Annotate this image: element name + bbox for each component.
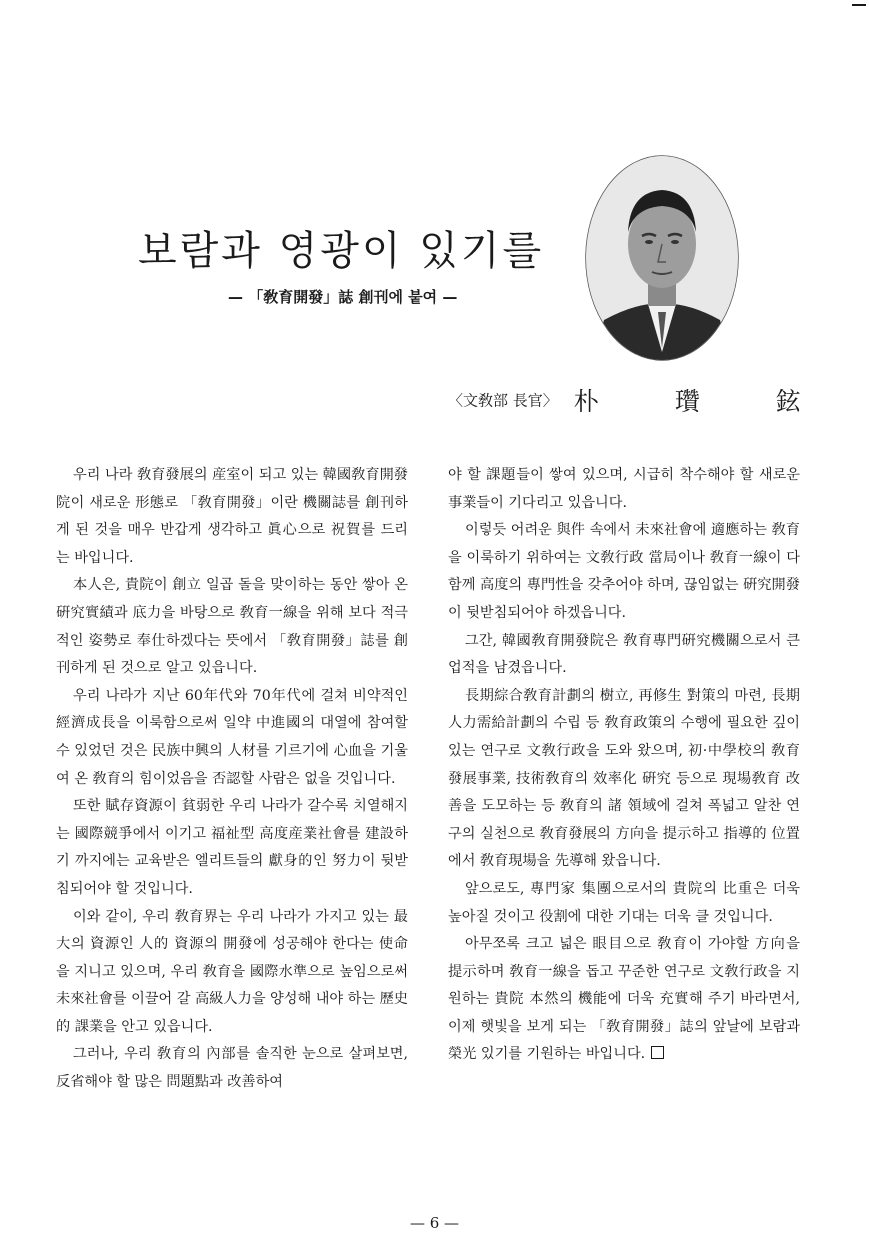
body-paragraph: 長期綜合敎育計劃의 樹立, 再修生 對策의 마련, 長期人力需給計劃의 수립 등 敎育政策의 수행에 필요한 깊이 있는 연구로 文敎行政을 도와 왔으며, 初·中學校의 敎育發展事業, 技術敎育의 效率化 硏究 등으로 現場敎育 改善을 도모하는 등 敎育의 諸 領域에 걸쳐 폭넓고 알찬 연구의 실천으로 敎育發展의 方向을 提示하고 指導的 位置에서 敎育現場을 先導해 왔읍니다.	[448, 687, 800, 870]
body-paragraph-text: 아무쪼록 크고 넓은 眼目으로 敎育이 가야할 方向을 提示하며 敎育一線을 돕고 꾸준한 연구로 文敎行政을 지원하는 貴院 本然의 機能에 더욱 充實해 주기 바라면서, 이제 햇빛을 보게 되는 「敎育開發」誌의 앞날에 보람과 榮光 있기를 기원하는 바입니다.	[448, 936, 800, 1063]
body-column-left	[56, 462, 408, 1097]
author-portrait-image	[582, 152, 742, 364]
body-paragraph: 야 할 課題들이 쌓여 있으며, 시급히 착수해야 할 새로운 事業들이 기다리고 있읍니다.	[448, 467, 800, 511]
body-paragraph: 앞으로도, 專門家 集團으로서의 貴院의 比重은 더욱 높아질 것이고 役割에 대한 기대는 더욱 클 것입니다.	[448, 880, 800, 925]
body-paragraph: 또한 賦存資源이 貧弱한 우리 나라가 갈수록 치열해지는 國際競爭에서 이기고 福祉型 高度産業社會를 建設하기 까지에는 교육받은 엘리트들의 獻身的인 努力이 뒷받침되어야 할 것입니다.	[56, 798, 408, 897]
article-title: 보람과 영광이 있기를	[138, 227, 545, 274]
page-corner-mark	[852, 4, 866, 6]
body-paragraph: 本人은, 貴院이 創立 일곱 돌을 맞이하는 동안 쌓아 온 硏究實績과 底力을 바탕으로 敎育一線을 위해 보다 적극적인 姿勢로 奉仕하겠다는 뜻에서 「敎育開發」誌를 創刊하게 된 것으로 알고 있읍니다.	[56, 577, 408, 677]
body-paragraph: 그간, 韓國敎育開發院은 敎育專門硏究機關으로서 큰 업적을 남겼읍니다.	[448, 632, 800, 677]
body-paragraph-last	[448, 931, 800, 1069]
body-column-right	[448, 462, 800, 1069]
body-paragraph: 우리 나라가 지난 60年代와 70年代에 걸쳐 비약적인 經濟成長을 이룩함으로써 일약 中進國의 대열에 참여할 수 있었던 것은 民族中興의 人材를 기르기에 心血을 기울여 온 敎育의 힘이었음을 否認할 사람은 없을 것입니다.	[56, 687, 408, 787]
article-subtitle: — 「敎育開發」誌 創刊에 붙여 —	[228, 288, 458, 306]
end-mark-icon	[651, 1046, 664, 1059]
body-paragraph: 이렇듯 어려운 與件 속에서 未來社會에 適應하는 敎育을 이룩하기 위하여는 文敎行政 當局이나 敎育一線이 다 함께 高度의 專門性을 갖추어야 하며, 끊임없는 硏究開發이 뒷받침되어야 하겠읍니다.	[448, 522, 800, 621]
body-paragraph: 그러나, 우리 敎育의 內部를 솔직한 눈으로 살펴보면, 反省해야 할 많은 問題點과 改善하여	[56, 1046, 408, 1091]
body-paragraph: 이와 같이, 우리 敎育界는 우리 나라가 가지고 있는 最大의 資源인 人的 資源의 開發에 성공해야 한다는 使命을 지니고 있으며, 우리 敎育을 國際水準으로 높임으로써 未來社會를 이끌어 갈 高級人力을 양성해 내야 하는 歷史的 課業을 안고 있읍니다.	[56, 908, 408, 1035]
body-paragraph: 우리 나라 敎育發展의 産室이 되고 있는 韓國敎育開發院이 새로운 形態로 「敎育開發」이란 機關誌를 創刊하게 된 것을 매우 반갑게 생각하고 眞心으로 祝賀를 드리는 바입니다.	[56, 467, 408, 566]
author-byline	[448, 382, 835, 418]
author-name: 朴 瓚 鉉	[573, 387, 835, 416]
page-number: — 6 —	[409, 1214, 460, 1232]
author-title: 〈文敎部 長官〉	[448, 391, 558, 410]
